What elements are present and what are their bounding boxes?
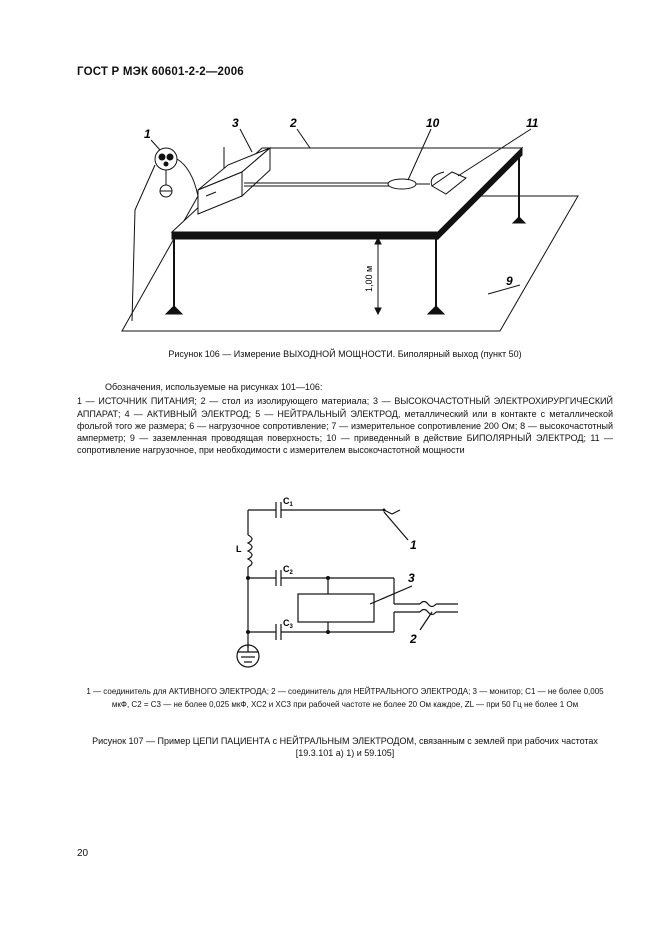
document-header: ГОСТ Р МЭК 60601-2-2—2006 <box>77 66 244 78</box>
figure-107-note: 1 — соединитель для АКТИВНОГО ЭЛЕКТРОДА; 2 — соединитель для НЕЙТРАЛЬНОГО ЭЛЕКТРОДА; 3 — монитор; C1 — не более 0,005 мкФ, C2 = C3 — не более 0,025 мкФ, XC2 и XC3 при рабочей частоте не более 20 Ом каждое, ZL — при 50 Гц не более 1 Ом <box>86 687 604 709</box>
height-label: 1,00 м <box>364 265 374 292</box>
figure-106-caption: Рисунок 106 — Измерение ВЫХОДНОЙ МОЩНОСТИ. Биполярный выход (пункт 50) <box>168 349 522 359</box>
label-11: 11 <box>526 116 539 130</box>
figure-107-caption: Рисунок 107 — Пример ЦЕПИ ПАЦИЕНТА с НЕЙТРАЛЬНЫМ ЭЛЕКТРОДОМ, связанным с землей при рабочих частотах [19.3.101 а) 1) и 59.105] <box>92 736 598 758</box>
c1-label: $C_1$ <box>283 496 293 508</box>
inductor-label: L <box>236 544 242 554</box>
c3-label: $C_3$ <box>283 618 293 630</box>
legend-intro: Обозначения, используемые на рисунках 101—106: <box>105 382 323 392</box>
legend-text: 1 — ИСТОЧНИК ПИТАНИЯ; 2 — стол из изолирующего материала; 3 — ВЫСОКОЧАСТОТНЫЙ ЭЛЕКТРОХИРУРГИЧЕСКИЙ АППАРАТ; 4 — АКТИВНЫЙ ЭЛЕКТРОД; 5 — НЕЙТРАЛЬНЫЙ ЭЛЕКТРОД, металлический или в контакте с металлической фольгой того же размера; 6 — нагрузочное сопротивление; 7 — измерительное сопротивление 200 Ом; 8 — высокочастотный амперметр; 9 — заземленная проводящая поверхность; 10 — приведенный в действие БИПОЛЯРНЫЙ ЭЛЕКТРОД; 11 — сопротивление нагрузочное, при необходимости с измерителем высокочастотной мощности <box>77 396 613 456</box>
callout-2: 2 <box>410 632 417 646</box>
callout-1: 1 <box>410 538 417 552</box>
label-2: 2 <box>290 116 297 130</box>
c2-label: $C_2$ <box>283 564 293 576</box>
label-10: 10 <box>426 116 440 130</box>
label-1: 1 <box>144 127 151 141</box>
page-number: 20 <box>77 848 89 859</box>
label-9: 9 <box>506 274 513 288</box>
callout-3: 3 <box>408 571 415 585</box>
label-3: 3 <box>232 116 239 130</box>
